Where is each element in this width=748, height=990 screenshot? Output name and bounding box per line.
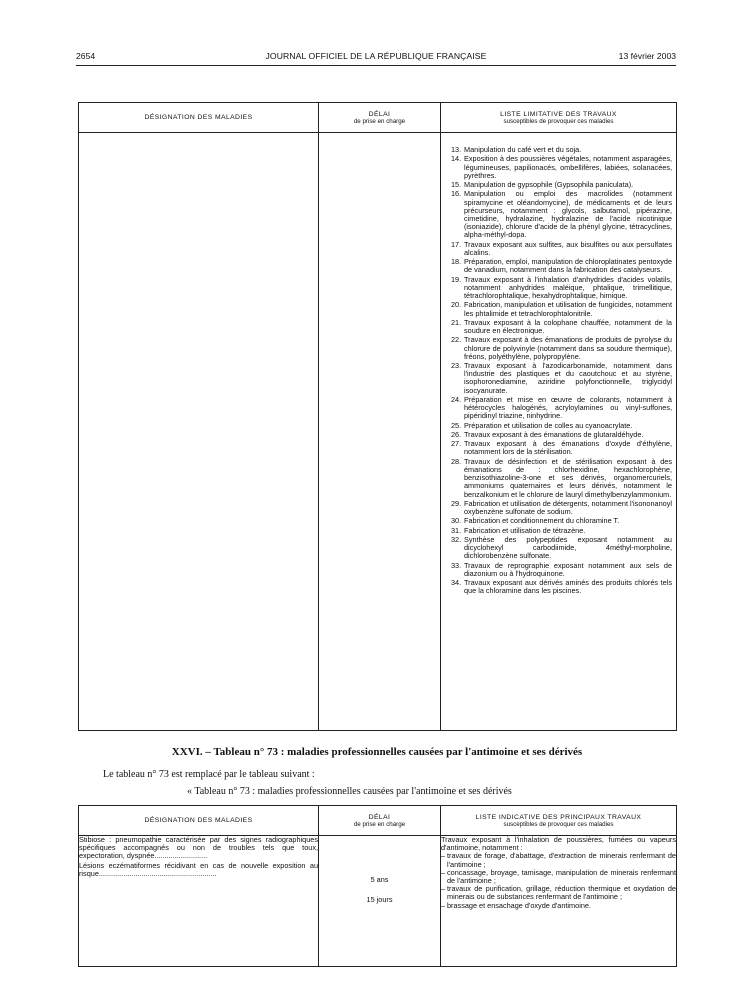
item-number: 25.: [451, 420, 462, 430]
item-number: 30.: [451, 516, 462, 526]
item-number: 14.: [451, 154, 462, 164]
column-header-designation: DÉSIGNATION DES MALADIES: [79, 103, 319, 133]
item-number: 29.: [451, 498, 462, 508]
item-text: Travaux exposant aux dérivés aminés des produits chlorés tels que la chloramine dans les piscines.: [464, 578, 672, 596]
dash-marker: –: [441, 900, 446, 910]
list-item: [451, 241, 672, 257]
item-text: Synthèse des polypeptides exposant notamment au dicyclohexyl carbodiimide, 4méthyl-morpholine, dichlorobenzène sulfonate.: [464, 534, 672, 561]
list-item: [441, 885, 676, 901]
delay-cell-empty: [319, 133, 441, 731]
list-item: [441, 869, 676, 885]
table-73-antimoine: [78, 805, 677, 967]
designation-cell: [79, 836, 319, 967]
column-header-delay: DÉLAI de prise en charge: [319, 103, 441, 133]
page-number: 2654: [76, 51, 96, 61]
list-item: [451, 458, 672, 499]
designation-cell-empty: [79, 133, 319, 731]
dash-marker: –: [441, 851, 446, 861]
item-text: Préparation, emploi, manipulation de chloroplatinates pentoxyde de vanadium, notamment dans la fabrication des catalyseurs.: [464, 257, 672, 275]
header-rule: [76, 65, 676, 66]
list-item: [451, 336, 672, 361]
column-header-works: LISTE INDICATIVE DES PRINCIPAUX TRAVAUX susceptibles de provoquer ces maladies: [441, 806, 677, 836]
item-text: Préparation et mise en œuvre de colorants, notamment à hétérocycles halogénés, acryloylamines ou vinyl-suffones, pipéridinyl triazine, ninhydrine.: [464, 394, 672, 421]
dash-marker: –: [441, 884, 446, 894]
item-number: 13.: [451, 145, 462, 154]
item-text: Travaux exposant aux sulfites, aux bisulfites ou aux persulfates alcalins.: [464, 239, 672, 257]
works-cell: [441, 133, 677, 731]
list-item: [441, 852, 676, 868]
item-number: 31.: [451, 525, 462, 535]
list-item: [451, 562, 672, 578]
item-text: brassage et ensachage d'oxyde d'antimoine.: [447, 900, 591, 910]
item-number: 34.: [451, 578, 462, 588]
publication-date: 13 février 2003: [618, 51, 676, 61]
item-text: Travaux exposant à l'inhalation d'anhydrides d'acides volatils, notamment anhydrides maléique, phtalique, trimellitique, tétrachlorophtalique, hexahydrophtalique, himique.: [464, 274, 672, 301]
list-item: [451, 301, 672, 317]
item-number: 20.: [451, 300, 462, 310]
table-occupational-allergens: [78, 102, 677, 731]
item-text: Exposition à des poussières végétales, notamment asparagées, légumineuses, papilionacés, ombellifères, labiées, solanacées, pyrèthres.: [464, 154, 672, 180]
item-text: Préparation et utilisation de colles au cyanoacrylate.: [464, 420, 633, 430]
list-item: [451, 579, 672, 595]
item-number: 27.: [451, 439, 462, 449]
list-item: [451, 517, 672, 525]
item-text: Fabrication et utilisation de tétrazène.: [464, 525, 586, 535]
item-text: Manipulation ou emploi des macrolides (notamment spiramycine et oléandomycine), de médicaments et de leurs précurseurs, notamment : glycols, salbutamol, pipérazine, cimetidine, hydralazine, hydralazine de l'acide nicotinique (isoniazide), chlorure d'acide de la phényl glycine, tétracyclines, alpha-méthyl-dopa.: [464, 189, 672, 240]
item-number: 21.: [451, 317, 462, 327]
item-number: 23.: [451, 361, 462, 371]
list-item: [451, 396, 672, 421]
column-header-delay: DÉLAI de prise en charge: [319, 806, 441, 836]
list-item: [451, 422, 672, 430]
item-number: 33.: [451, 560, 462, 570]
item-number: 26.: [451, 429, 462, 439]
delay-eczema: 15 jours: [366, 895, 393, 904]
item-text: Fabrication, manipulation et utilisation de fungicides, notamment les phtalimide et tetrachlorophtalonitrile.: [464, 300, 672, 318]
column-header-designation: DÉSIGNATION DES MALADIES: [79, 806, 319, 836]
item-text: Travaux exposant à des émanations de produits de pyrolyse du chlorure de polyvinyle (notamment dans sa soudure thermique), fréons, polyéthylène, polypropylène.: [464, 335, 672, 361]
works-cell: [441, 836, 677, 967]
section-heading: XXVI. – Tableau n° 73 : maladies professionnelles causées par l'antimoine et ses dérivés: [171, 746, 583, 758]
list-item: [451, 276, 672, 301]
works-list: [441, 852, 676, 909]
list-item: [451, 500, 672, 516]
delay-cell: [319, 836, 441, 967]
paragraph-replacement: Le tableau n° 73 est remplacé par le tableau suivant :: [103, 769, 315, 780]
list-item: [451, 440, 672, 456]
item-text: travaux de forage, d'abattage, d'extraction de minerais renfermant de l'antimoine ;: [447, 851, 676, 869]
list-item: [451, 181, 672, 189]
item-number: 16.: [451, 189, 462, 199]
item-number: 19.: [451, 274, 462, 284]
item-text: Manipulation du café vert et du soja.: [464, 145, 582, 154]
item-number: 32.: [451, 534, 462, 544]
item-text: Fabrication et utilisation de détergents, notamment l'isononanoyl oxybenzène sulfonate de sodium.: [464, 498, 672, 517]
item-number: 28.: [451, 456, 462, 466]
disease-stibiose: Stibiose : pneumopathie caractérisée par des signes radiographiques spécifiques accompagnés ou non de troubles tels que toux, expectoration, dyspnée..........................: [79, 835, 318, 861]
item-number: 24.: [451, 394, 462, 404]
list-item: [451, 431, 672, 439]
item-number: 22.: [451, 335, 462, 345]
item-text: Travaux de désinfection et de stérilisation exposant à des émanations de : chlorhexidine, hexachlorophène, benzisothiazoline-3-one et ses dérivés, organomercuriels, ammoniums quaternaires et leurs dérivés, notamment le benzalkonium et le chlorure de lauryl dimethylbenzylammonium.: [464, 456, 672, 499]
column-header-works: LISTE LIMITATIVE DES TRAVAUX susceptibles de provoquer ces maladies: [441, 103, 677, 133]
item-text: Travaux exposant à l'azodicarbonamide, notamment dans l'industrie des plastiques et du caoutchouc et au styrène, isophoronediamine, aziridine polyfonctionnelle, triglycidyl isocyanurate.: [464, 361, 672, 395]
item-text: concassage, broyage, tamisage, manipulation de minerais renfermant de l'antimoine ;: [447, 867, 676, 886]
list-item: [451, 527, 672, 535]
list-item: [451, 258, 672, 274]
delay-stibiose: 5 ans: [370, 875, 389, 884]
item-number: 15.: [451, 180, 462, 189]
disease-eczema: Lésions eczématiformes récidivant en cas de nouvelle exposition au risque..........................................................: [79, 860, 318, 878]
item-text: Fabrication et conditionnement du chloramine T.: [464, 516, 620, 526]
list-item: [451, 146, 672, 154]
journal-title: JOURNAL OFFICIEL DE LA RÉPUBLIQUE FRANÇAISE: [265, 51, 487, 61]
item-text: Travaux exposant à la colophane chauffée, notamment de la soudure en électronique.: [464, 317, 672, 336]
item-text: Travaux exposant à des émanations d'oxyde d'éthylène, notamment lors de la stérilisation.: [464, 439, 672, 457]
list-item: [451, 319, 672, 335]
list-item: [451, 536, 672, 561]
item-text: Travaux de reprographie exposant notamment aux sels de diazonium ou à l'hydroquinone.: [464, 560, 672, 578]
item-text: Travaux exposant à des émanations de glutaraldéhyde.: [464, 429, 644, 439]
item-text: travaux de purification, grillage, réduction thermique et oxydation de minerais ou de substances renfermant de l'antimoine ;: [447, 884, 676, 902]
paragraph-table-title: « Tableau n° 73 : maladies professionnelles causées par l'antimoine et ses dérivés: [187, 786, 512, 797]
works-list: [441, 146, 676, 596]
works-intro: Travaux exposant à l'inhalation de poussières, fumées ou vapeurs d'antimoine, notamment :: [441, 835, 676, 853]
list-item: [451, 155, 672, 180]
list-item: [451, 362, 672, 395]
list-item: [441, 902, 676, 910]
item-number: 18.: [451, 257, 462, 267]
item-number: 17.: [451, 239, 462, 249]
dash-marker: –: [441, 867, 446, 877]
page-header: [76, 51, 676, 65]
list-item: [451, 190, 672, 239]
item-text: Manipulation de gypsophile (Gypsophila paniculata).: [464, 180, 634, 189]
